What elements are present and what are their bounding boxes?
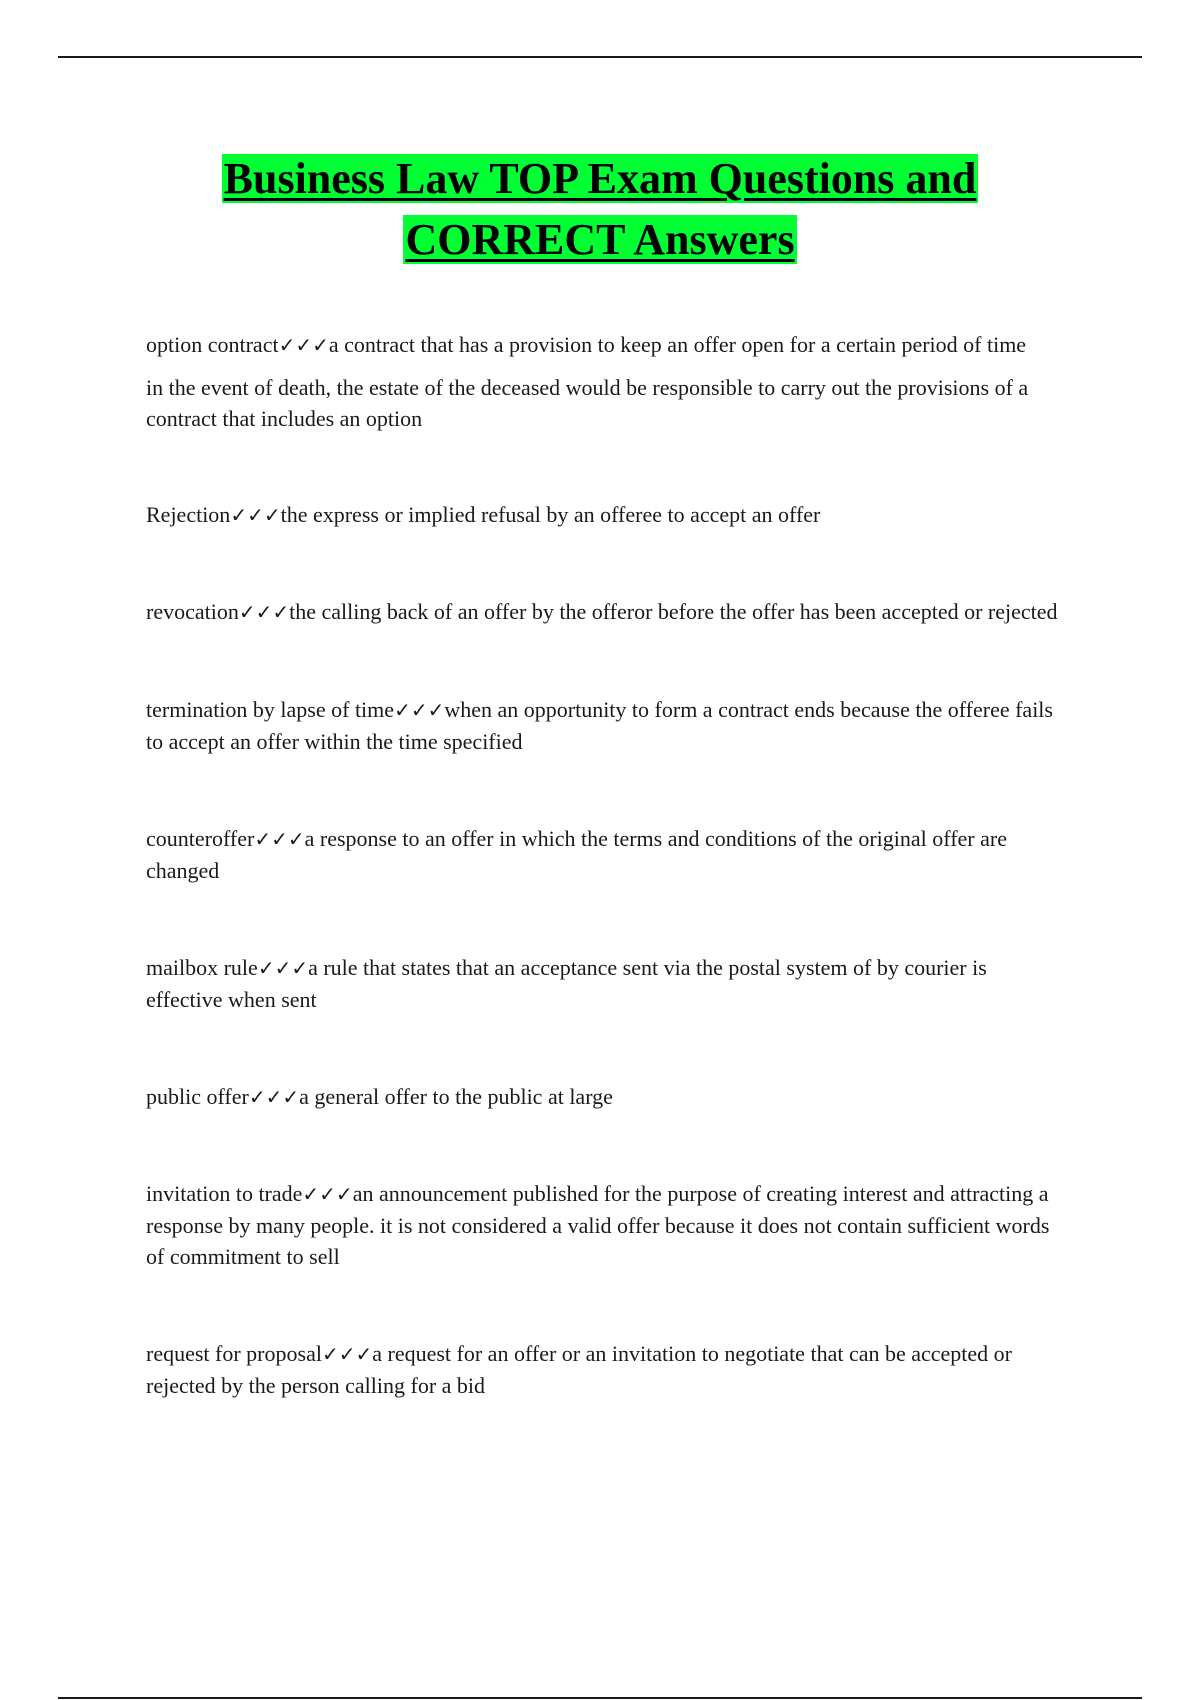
title-line-1: Business Law TOP Exam Questions and [223,154,977,203]
entry-term: counteroffer [146,826,255,851]
entry-counteroffer [146,823,1061,886]
check-icon: ✓✓✓ [278,333,329,357]
check-icon: ✓✓✓ [248,1085,300,1109]
check-icon: ✓✓✓ [394,698,445,722]
entry-public-offer [146,1081,1061,1113]
top-rule [58,56,1142,58]
entry-definition: a general offer to the public at large [299,1084,613,1109]
check-icon: ✓✓✓ [302,1182,353,1206]
entry-mailbox-rule [146,952,1061,1015]
entry-rejection [146,499,1061,531]
document-body [146,329,1061,1401]
check-icon: ✓✓✓ [254,827,305,851]
entry-revocation [146,596,1061,628]
entry-term: mailbox rule [146,955,258,980]
entry-term: termination by lapse of time [146,697,395,722]
entry-note [146,372,1061,434]
entry-definition: a request for an offer or an invitation to negotiate that can be accepted or rejected by the person calling for a bid [146,1341,1012,1398]
entry-termination-lapse [146,694,1061,757]
check-icon: ✓✓✓ [230,503,281,527]
entry-term: public offer [146,1084,249,1109]
entry-invitation-to-trade [146,1178,1061,1272]
entry-definition: a rule that states that an acceptance sent via the postal system of by courier is effective when sent [146,955,987,1012]
bottom-rule [58,1697,1142,1699]
entry-term: invitation to trade [146,1181,303,1206]
entry-definition: a response to an offer in which the terms and conditions of the original offer are changed [146,826,1007,883]
entry-option-contract [146,329,1061,361]
entry-term: option contract [146,332,279,357]
check-icon: ✓✓✓ [257,956,309,980]
title-line-2: CORRECT Answers [405,215,795,264]
entry-definition: a contract that has a provision to keep an offer open for a certain period of time [328,332,1027,357]
entry-definition: the express or implied refusal by an offeree to accept an offer [280,502,821,527]
document-title [100,148,1100,270]
entry-term: request for proposal [146,1341,322,1366]
entry-request-for-proposal [146,1338,1061,1401]
entry-definition: when an opportunity to form a contract ends because the offeree fails to accept an offer within the time specified [146,697,1053,754]
entry-definition: an announcement published for the purpose of creating interest and attracting a response by many people. it is not considered a valid offer because it does not contain sufficient words of commitment to sell [146,1181,1050,1269]
entry-term: Rejection [146,502,231,527]
entry-note-text: in the event of death, the estate of the deceased would be responsible to carry out the provisions of a contract that includes an option [146,375,1029,431]
check-icon: ✓✓✓ [238,600,290,624]
entry-definition: the calling back of an offer by the offeror before the offer has been accepted or rejected [289,599,1058,624]
check-icon: ✓✓✓ [321,1342,373,1366]
entry-term: revocation [146,599,239,624]
